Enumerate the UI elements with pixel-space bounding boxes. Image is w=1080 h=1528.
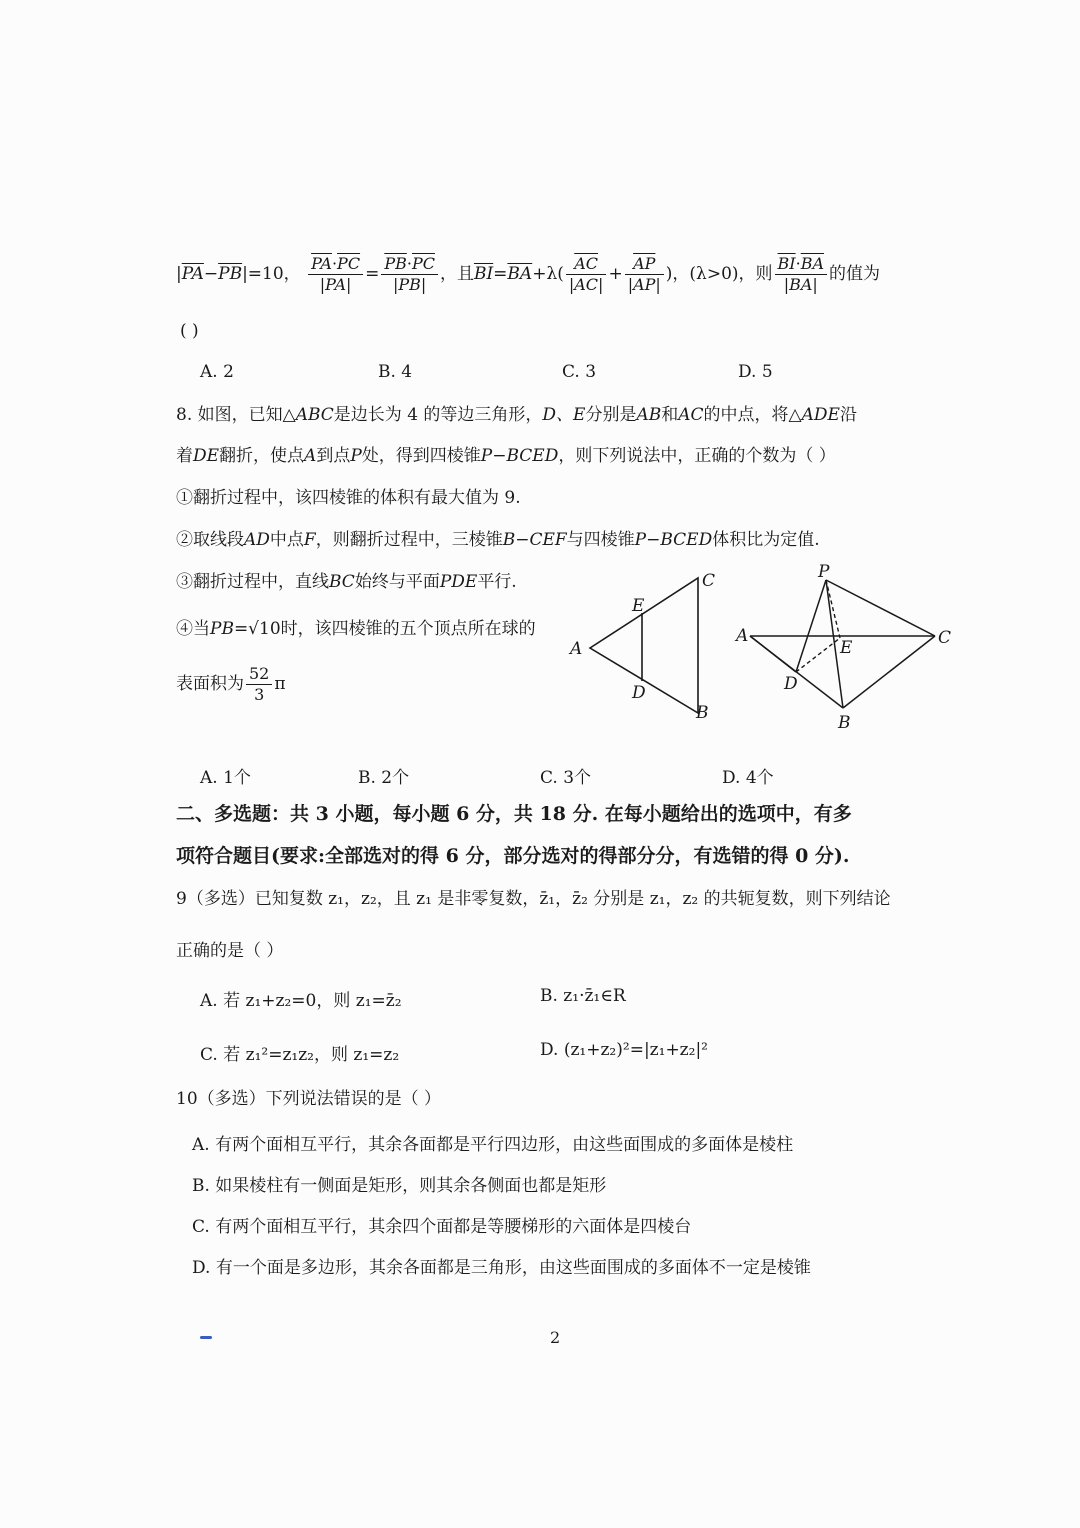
section-2-heading-line1: 二、多选题：共 3 小题，每小题 6 分，共 18 分. 在每小题给出的选项中，有多 <box>176 803 852 825</box>
math: F <box>303 530 316 550</box>
math: PB <box>210 619 234 639</box>
text: 着 <box>176 446 193 466</box>
fraction-ac <box>566 254 607 295</box>
math: AD <box>244 530 270 550</box>
frac-num: $\overline{PB}$ <box>384 254 407 273</box>
q9-option-d: D. (z₁+z₂)²=|z₁+z₂|² <box>540 1040 708 1060</box>
math: B−CEF <box>502 530 567 550</box>
page-number: 2 <box>550 1328 561 1347</box>
figure-triangle-abc <box>560 565 740 730</box>
frac-num: $\overline{AP}$ <box>625 254 664 275</box>
label-a: A <box>736 626 749 646</box>
math: P−BCED <box>634 530 713 550</box>
edge-pd <box>796 580 826 672</box>
frac-den: |PA| <box>319 275 352 294</box>
q7-condition-line <box>176 254 880 295</box>
math: =√10 <box>233 619 281 639</box>
vector-bi: $\overline{BI}$ <box>473 264 494 284</box>
q8-stem-line2 <box>176 445 836 467</box>
text: 沿 <box>839 405 857 425</box>
label-a: A <box>570 639 583 659</box>
text: ，则下列说法中，正确的个数为（ ） <box>558 446 836 466</box>
dot: · <box>331 254 338 273</box>
q7-option-a: A. 2 <box>200 362 234 382</box>
frac-den: |BA| <box>783 275 818 294</box>
text: ④当 <box>176 619 210 639</box>
text: ②取线段 <box>176 530 244 550</box>
text: 始终与平面 <box>354 572 440 592</box>
math: P−BCED <box>480 446 559 466</box>
math: A <box>304 446 317 466</box>
q8-statement-4-cont <box>176 664 286 705</box>
frac-num: $\overline{PC}$ <box>337 254 361 273</box>
equals-sign: = <box>493 264 508 284</box>
text: 翻折，使点 <box>219 446 305 466</box>
math: △ADE <box>788 405 840 425</box>
label-d: D <box>784 674 798 694</box>
text: 体积比为定值. <box>712 530 820 550</box>
fraction-pa-pc <box>308 254 363 295</box>
q7-option-c: C. 3 <box>562 362 597 382</box>
text: 平行. <box>477 572 517 592</box>
q9-stem-line1: 9（多选）已知复数 z₁，z₂，且 z₁ 是非零复数，z̄₁，z̄₂ 分别是 z₁，z₂ 的共轭复数，则下列结论 <box>176 889 891 909</box>
q9-option-b: B. z₁·z̄₁∈R <box>540 986 626 1006</box>
edge-bc <box>843 636 935 708</box>
vector-pb: $\overline{PB}$ <box>218 264 243 284</box>
vector-ba: $\overline{BA}$ <box>507 264 533 284</box>
frac-num: $\overline{PC}$ <box>411 254 435 273</box>
text: 与四棱锥 <box>566 530 635 550</box>
label-e: E <box>632 596 645 616</box>
q9-option-c: C. 若 z₁²=z₁z₂，则 z₁=z₂ <box>200 1045 400 1065</box>
label-c: C <box>702 571 716 591</box>
edge-pc <box>826 580 935 636</box>
math: AC <box>678 405 704 425</box>
abs-bar: | <box>176 264 182 284</box>
q8-option-a: A. 1个 <box>200 768 251 788</box>
ink-mark <box>200 1336 212 1339</box>
frac-den: 3 <box>254 685 265 704</box>
plus-sign: + <box>608 264 623 284</box>
label-c: C <box>938 628 952 648</box>
math: △ABC <box>282 405 334 425</box>
fraction-bi-ba <box>775 254 827 295</box>
text: 表面积为 <box>176 674 244 694</box>
q8-stem-line1 <box>176 404 857 426</box>
math: PDE <box>439 572 478 592</box>
label-e: E <box>840 638 853 658</box>
dot: · <box>406 254 412 273</box>
math: P <box>350 446 362 466</box>
frac-num: $\overline{PA}$ <box>311 254 332 273</box>
label-b: B <box>838 713 851 733</box>
math: DE <box>193 446 220 466</box>
q7-option-b: B. 4 <box>378 362 413 382</box>
q8-option-b: B. 2个 <box>358 768 410 788</box>
text: 处，得到四棱锥 <box>361 446 481 466</box>
math: BC <box>329 572 355 592</box>
dot: · <box>795 254 801 273</box>
q9-stem-line2: 正确的是（ ） <box>176 941 284 961</box>
label-p: P <box>818 562 830 582</box>
fraction-52-3 <box>246 664 272 705</box>
q9-option-a: A. 若 z₁+z₂=0，则 z₁=z̄₂ <box>200 991 402 1011</box>
text: 到点 <box>316 446 351 466</box>
q10-option-a: A. 有两个面相互平行，其余各面都是平行四边形，由这些面围成的多面体是棱柱 <box>192 1135 794 1155</box>
text: 时，该四棱锥的五个顶点所在球的 <box>280 619 536 639</box>
q8-statement-3 <box>176 571 517 593</box>
q8-statement-1: ①翻折过程中，该四棱锥的体积有最大值为 9. <box>176 488 521 508</box>
q10-stem: 10（多选）下列说法错误的是（ ） <box>176 1089 442 1109</box>
fraction-ap <box>625 254 664 295</box>
q10-option-d: D. 有一个面是多边形，其余各面都是三角形，由这些面围成的多面体不一定是棱锥 <box>192 1258 811 1278</box>
label-b: B <box>696 703 709 723</box>
q7-option-d: D. 5 <box>738 362 773 382</box>
frac-num: 52 <box>246 664 272 685</box>
fraction-pb-pc <box>381 254 438 295</box>
text-and: ，且 <box>439 264 474 284</box>
text: 的中点，将 <box>703 405 789 425</box>
minus-sign: − <box>203 264 219 284</box>
figure-pyramid-pbced <box>730 560 960 735</box>
q7-answer-bracket: ( ) <box>180 321 199 341</box>
text: 中点 <box>269 530 304 550</box>
lambda-condition: )，(λ>0)，则 <box>665 264 773 284</box>
section-2-heading-line2: 项符合题目(要求:全部选对的得 6 分，部分选对的得部分分，有选错的得 0 分). <box>176 845 850 867</box>
text-value-is: 的值为 <box>829 264 881 284</box>
pi-symbol: π <box>274 674 286 694</box>
text: 是边长为 4 的等边三角形， <box>333 405 543 425</box>
q10-option-c: C. 有两个面相互平行，其余四个面都是等腰梯形的六面体是四棱台 <box>192 1217 692 1237</box>
text: 8. 如图，已知 <box>176 405 283 425</box>
text: ，则翻折过程中，三棱锥 <box>315 530 503 550</box>
text: 和 <box>661 405 679 425</box>
frac-den: |AP| <box>627 275 661 294</box>
equals-sign: = <box>365 264 380 284</box>
frac-num: $\overline{BA}$ <box>800 254 825 273</box>
plus-lambda: +λ( <box>532 264 564 284</box>
math: D、E <box>542 405 586 425</box>
q8-option-c: C. 3个 <box>540 768 592 788</box>
frac-den: |AC| <box>568 275 604 294</box>
q8-statement-2 <box>176 529 820 551</box>
q8-option-d: D. 4个 <box>722 768 774 788</box>
math: AB <box>636 405 662 425</box>
label-d: D <box>632 683 646 703</box>
q8-statement-4 <box>176 618 536 640</box>
text: 分别是 <box>585 405 637 425</box>
text: ③翻折过程中，直线 <box>176 572 329 592</box>
frac-den: |PB| <box>392 275 427 294</box>
frac-num: $\overline{AC}$ <box>566 254 607 275</box>
q10-option-b: B. 如果棱柱有一侧面是矩形，则其余各侧面也都是矩形 <box>192 1176 607 1196</box>
vector-pa: $\overline{PA}$ <box>181 264 204 284</box>
edge-de-dashed <box>796 638 840 672</box>
frac-num: $\overline{BI}$ <box>777 254 796 273</box>
eq-ten: |=10， <box>242 264 301 284</box>
